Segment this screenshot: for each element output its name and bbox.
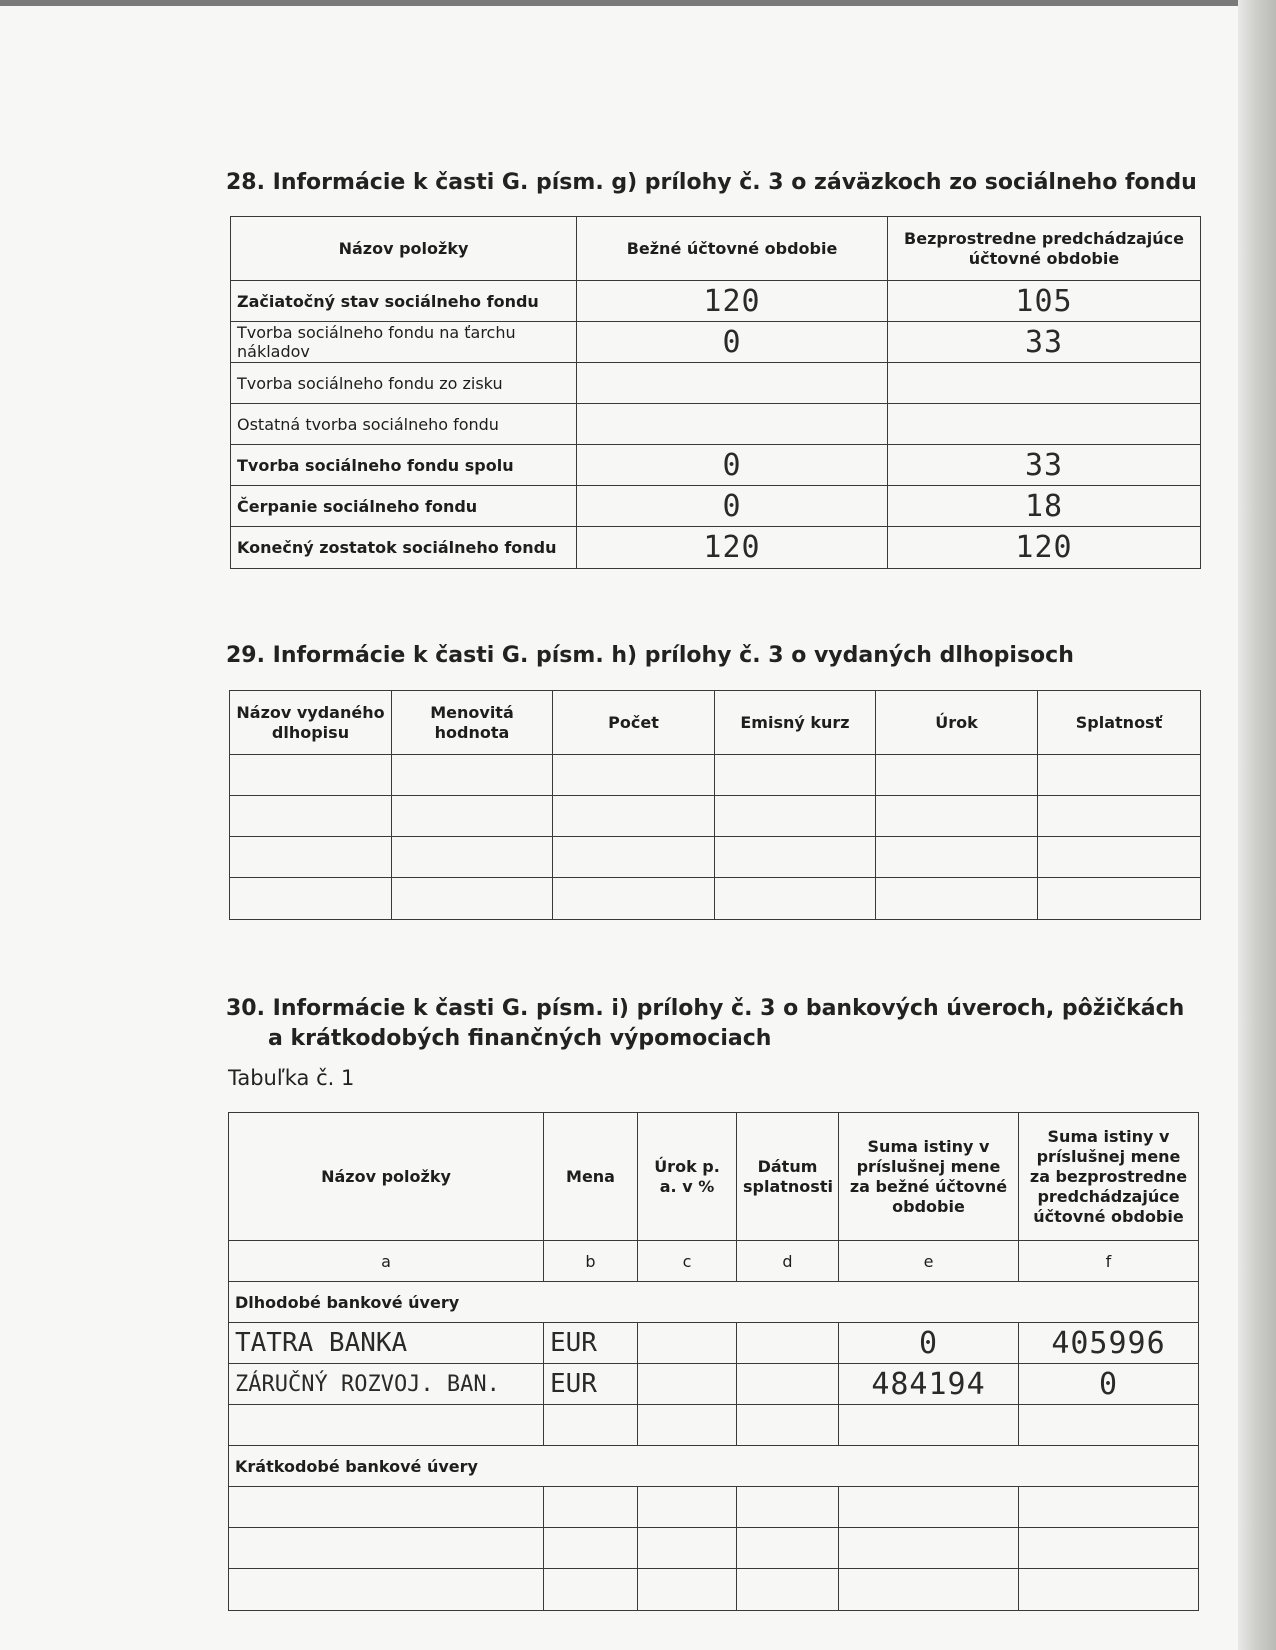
row-label: Tvorba sociálneho fondu zo zisku (231, 363, 577, 404)
handwritten-value: 120 (577, 281, 888, 322)
header-interest: Úrok (876, 691, 1038, 755)
header-current-period: Bežné účtovné obdobie (577, 217, 888, 281)
handwritten-value: TATRA BANKA (229, 1323, 544, 1364)
handwritten-value: 0 (577, 322, 888, 363)
column-letter: d (737, 1241, 839, 1282)
handwritten-value: ZÁRUČNÝ ROZVOJ. BAN. (229, 1364, 544, 1405)
table-row (230, 837, 1201, 878)
bank-loans-table (228, 1112, 1199, 1611)
table-row (229, 1364, 1199, 1405)
section-30-heading: 30. Informácie k časti G. písm. i) prílohy č. 3 o bankových úveroch, pôžičkách (226, 996, 1185, 1021)
table-row (231, 281, 1201, 322)
header-nominal-value: Menovitá hodnota (392, 691, 553, 755)
handwritten-value: 0 (577, 486, 888, 527)
group-row-short-term (229, 1446, 1199, 1487)
header-issue-price: Emisný kurz (715, 691, 876, 755)
handwritten-value: 0 (839, 1323, 1019, 1364)
table-row (229, 1405, 1199, 1446)
column-letter: e (839, 1241, 1019, 1282)
column-letter: b (544, 1241, 638, 1282)
section-28-heading: 28. Informácie k časti G. písm. g) prílohy č. 3 o záväzkoch zo sociálneho fondu (226, 170, 1197, 195)
header-currency: Mena (544, 1113, 638, 1241)
handwritten-value: 33 (888, 445, 1201, 486)
column-letter: f (1019, 1241, 1199, 1282)
table-row (231, 322, 1201, 363)
page-top-edge (0, 0, 1260, 6)
table-header-row (229, 1113, 1199, 1241)
table-row (230, 755, 1201, 796)
handwritten-value: 120 (888, 527, 1201, 569)
section-30-heading-line2: a krátkodobých finančných výpomociach (268, 1026, 772, 1051)
table-row (231, 404, 1201, 445)
table-row (229, 1323, 1199, 1364)
row-label: Tvorba sociálneho fondu spolu (231, 445, 577, 486)
table-header-row (231, 217, 1201, 281)
header-principal-previous: Suma istiny v príslušnej mene za bezprostredne predchádzajúce účtovné obdobie (1019, 1113, 1199, 1241)
handwritten-value: 18 (888, 486, 1201, 527)
table-row (231, 527, 1201, 569)
bonds-table (229, 690, 1201, 920)
table-row (230, 878, 1201, 920)
page-right-shadow (1238, 0, 1276, 1650)
table-label: Tabuľka č. 1 (228, 1066, 355, 1090)
handwritten-value (577, 363, 888, 404)
group-row-long-term (229, 1282, 1199, 1323)
row-label: Konečný zostatok sociálneho fondu (231, 527, 577, 569)
handwritten-value (888, 363, 1201, 404)
row-label: Čerpanie sociálneho fondu (231, 486, 577, 527)
section-29-heading: 29. Informácie k časti G. písm. h) prílohy č. 3 o vydaných dlhopisoch (226, 643, 1074, 668)
handwritten-value: 0 (577, 445, 888, 486)
handwritten-value: 120 (577, 527, 888, 569)
handwritten-value: 405996 (1019, 1323, 1199, 1364)
row-label: Tvorba sociálneho fondu na ťarchu nákladov (231, 322, 577, 363)
header-previous-period: Bezprostredne predchádzajúce účtovné obdobie (888, 217, 1201, 281)
header-interest-rate: Úrok p. a. v % (638, 1113, 737, 1241)
short-term-label: Krátkodobé bankové úvery (229, 1446, 1199, 1487)
table-row (230, 796, 1201, 837)
column-letter: c (638, 1241, 737, 1282)
header-maturity: Splatnosť (1038, 691, 1201, 755)
handwritten-value: 484194 (839, 1364, 1019, 1405)
header-due-date: Dátum splatnosti (737, 1113, 839, 1241)
handwritten-value: 33 (888, 322, 1201, 363)
table-row (231, 445, 1201, 486)
table-row (231, 363, 1201, 404)
column-letter: a (229, 1241, 544, 1282)
handwritten-value (888, 404, 1201, 445)
handwritten-value: 0 (1019, 1364, 1199, 1405)
long-term-label: Dlhodobé bankové úvery (229, 1282, 1199, 1323)
handwritten-value: 105 (888, 281, 1201, 322)
handwritten-value (577, 404, 888, 445)
header-item-name: Názov položky (231, 217, 577, 281)
table-row (229, 1569, 1199, 1611)
table-row (231, 486, 1201, 527)
table-header-row (230, 691, 1201, 755)
row-label: Začiatočný stav sociálneho fondu (231, 281, 577, 322)
row-label: Ostatná tvorba sociálneho fondu (231, 404, 577, 445)
header-item-name: Názov položky (229, 1113, 544, 1241)
social-fund-table (230, 216, 1201, 569)
header-count: Počet (553, 691, 715, 755)
header-bond-name: Názov vydaného dlhopisu (230, 691, 392, 755)
handwritten-value: EUR (544, 1364, 638, 1405)
table-row (229, 1528, 1199, 1569)
letters-row (229, 1241, 1199, 1282)
table-row (229, 1487, 1199, 1528)
handwritten-value: EUR (544, 1323, 638, 1364)
header-principal-current: Suma istiny v príslušnej mene za bežné účtovné obdobie (839, 1113, 1019, 1241)
